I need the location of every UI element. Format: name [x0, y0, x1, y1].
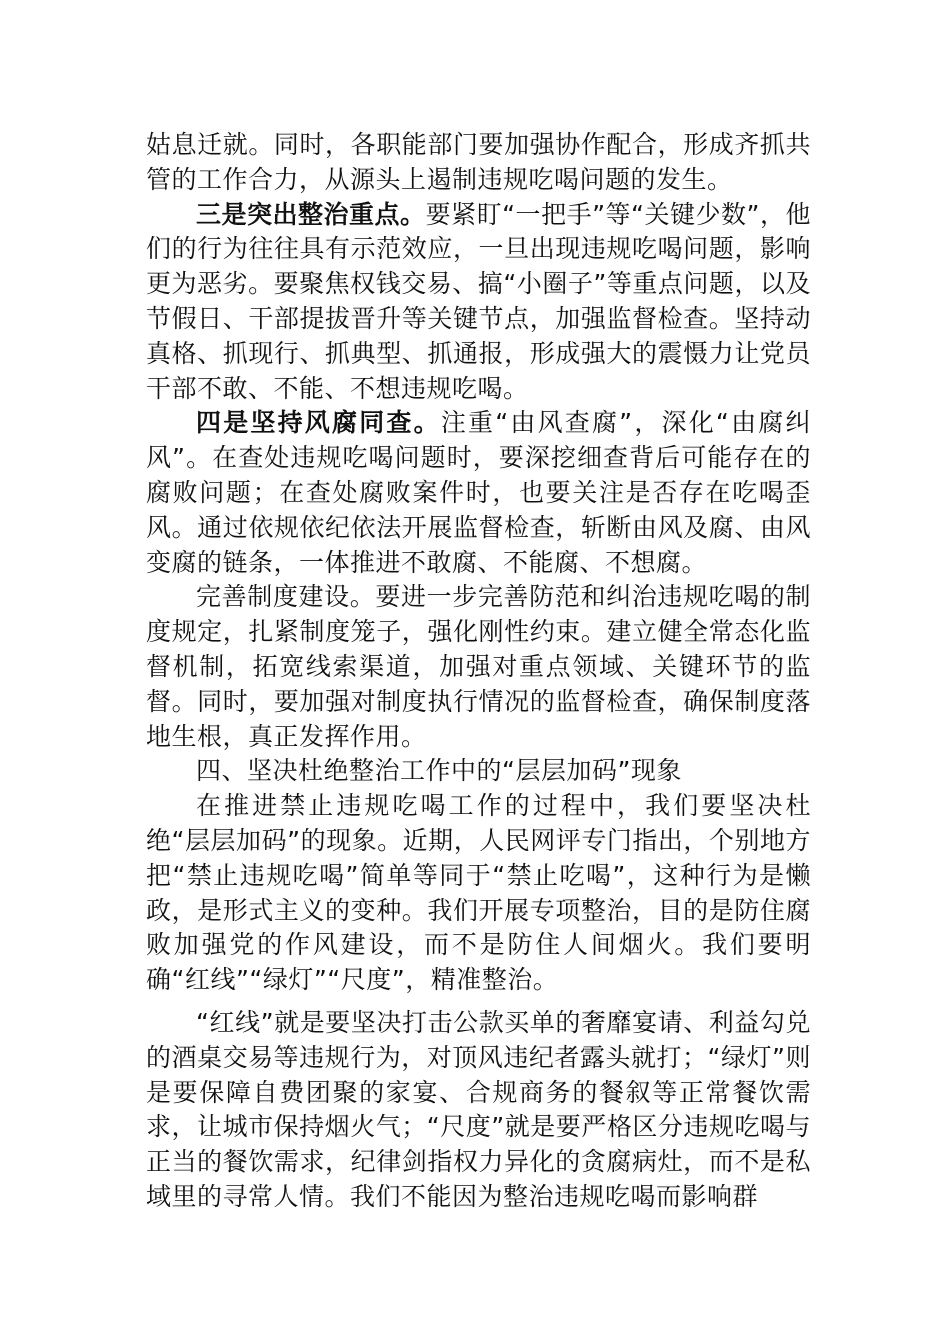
- document-body: [146, 128, 811, 1215]
- paragraph-text: 注重“由风查腐”，深化“由腐纠风”。在查处违规吃喝问题时，要深挖细查背后可能存在的腐败问题；在查处腐败案件时，也要关注是否存在吃喝歪风。通过依规依纪依法开展监督检查，斩断由风及腐、由风变腐的链条，一体推进不敢腐、不能腐、不想腐。: [146, 408, 811, 577]
- paragraph-text: 姑息迁就。同时，各职能部门要加强协作配合，形成齐抓共管的工作合力，从源头上遏制违规吃喝问题的发生。: [146, 130, 811, 194]
- paragraph-continuation: [146, 128, 811, 198]
- paragraph-joint-investigation: [146, 406, 811, 580]
- paragraph-text: 完善制度建设。要进一步完善防范和纠治违规吃喝的制度规定，扎紧制度笼子，强化刚性约束。建立健全常态化监督机制，拓宽线索渠道，加强对重点领域、关键环节的监督。同时，要加强对制度执行情况的监督检查，确保制度落地生根，真正发挥作用。: [146, 582, 811, 751]
- section-heading: [146, 754, 811, 789]
- paragraph-text: 要紧盯“一把手”等“关键少数”，他们的行为往往具有示范效应，一旦出现违规吃喝问题，影响更为恶劣。要聚焦权钱交易、搞“小圈子”等重点问题，以及节假日、干部提拔晋升等关键节点，加强监督检查。坚持动真格、抓现行、抓典型、抓通报，形成强大的震慑力让党员干部不敢、不能、不想违规吃喝。: [146, 199, 811, 403]
- section-heading-text: 四、坚决杜绝整治工作中的“层层加码”现象: [196, 756, 682, 786]
- paragraph-no-overreach: [146, 789, 811, 998]
- paragraph-red-green-scale: [146, 1006, 811, 1215]
- paragraph-heading: 四是坚持风腐同查。: [196, 408, 441, 438]
- paragraph-system-building: [146, 580, 811, 754]
- paragraph-focus-priorities: [146, 198, 811, 407]
- paragraph-heading: 三是突出整治重点。: [196, 199, 426, 229]
- paragraph-text: 在推进禁止违规吃喝工作的过程中，我们要坚决杜绝“层层加码”的现象。近期，人民网评专门指出，个别地方把“禁止违规吃喝”简单等同于“禁止吃喝”，这种行为是懒政，是形式主义的变种。我们开展专项整治，目的是防住腐败加强党的作风建设，而不是防住人间烟火。我们要明确“红线”“绿灯”“尺度”，精准整治。: [146, 791, 811, 995]
- paragraph-text: “红线”就是要坚决打击公款买单的奢靡宴请、利益勾兑的酒桌交易等违规行为，对顶风违纪者露头就打；“绿灯”则是要保障自费团聚的家宴、合规商务的餐叙等正常餐饮需求，让城市保持烟火气；“尺度”就是要严格区分违规吃喝与正当的餐饮需求，纪律剑指权力异化的贪腐病灶，而不是私域里的寻常人情。我们不能因为整治违规吃喝而影响群: [146, 1007, 811, 1211]
